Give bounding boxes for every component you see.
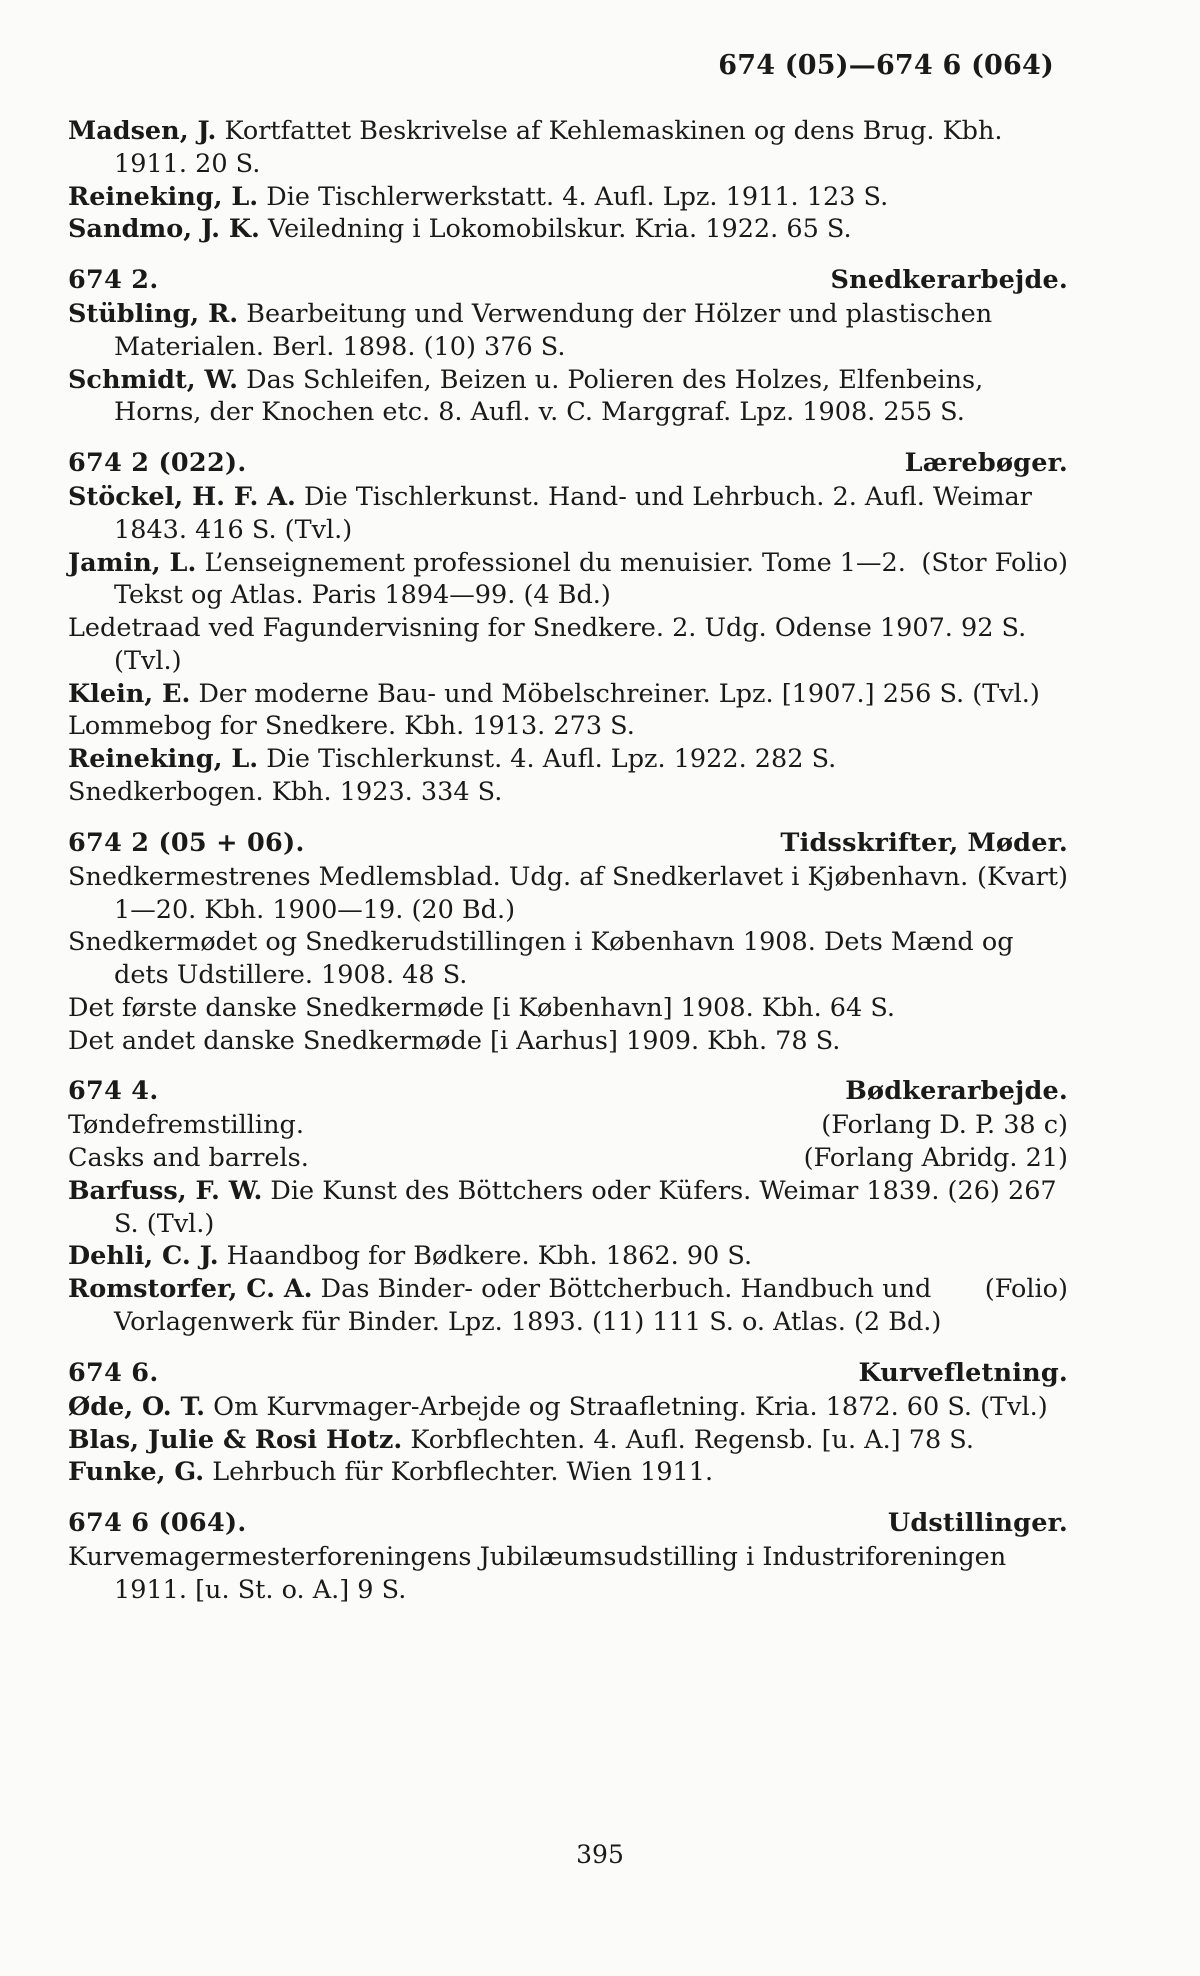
section-caption: Bødkerarbejde. — [845, 1076, 1068, 1107]
entry-author: Reineking, L. — [68, 181, 259, 212]
bibliography-entry — [68, 181, 1068, 214]
entry-group — [68, 1541, 1068, 1607]
section-number: 674 2 (05 + 06). — [68, 827, 305, 858]
entry-author: Blas, Julie & Rosi Hotz. — [68, 1424, 403, 1455]
entry-text: Korbflechten. 4. Aufl. Regensb. [u. A.] 78 S. — [402, 1424, 974, 1455]
entry-text: Bearbeitung und Verwendung der Hölzer und plastischen Materialen. Berl. 1898. (10) 376 S. — [114, 299, 993, 362]
entry-text: Ledetraad ved Fagundervisning for Snedkere. 2. Udg. Odense 1907. 92 S. (Tvl.) — [68, 613, 1027, 676]
bibliography-entry — [68, 1456, 1068, 1489]
bibliography-entry — [68, 861, 1068, 927]
entry-text: Der moderne Bau- und Möbelschreiner. Lpz. [1907.] 256 S. (Tvl.) — [190, 678, 1040, 709]
entry-group — [68, 115, 1068, 246]
bibliography-entry — [68, 1175, 1068, 1241]
entry-author: Romstorfer, C. A. — [68, 1274, 313, 1305]
entry-text: Veiledning i Lokomobilskur. Kria. 1922. 65 S. — [259, 214, 852, 245]
running-head — [68, 50, 1068, 81]
entry-author: Sandmo, J. K. — [68, 214, 260, 245]
section-heading — [68, 448, 1068, 478]
entry-group — [68, 481, 1068, 809]
entry-text: Om Kurvmager-Arbejde og Straafletning. Kria. 1872. 60 S. (Tvl.) — [205, 1391, 1048, 1422]
entry-text: Die Tischlerkunst. 4. Aufl. Lpz. 1922. 282 S. — [258, 744, 837, 775]
entry-author: Madsen, J. — [68, 116, 217, 146]
entry-author: Reineking, L. — [68, 744, 259, 775]
section-caption: Udstillinger. — [887, 1508, 1068, 1539]
entry-author: Barfuss, F. W. — [68, 1175, 263, 1206]
running-head-dash: — — [848, 50, 876, 81]
entry-text: Tøndefremstilling. — [68, 1110, 304, 1141]
entry-note: (Kvart) — [928, 861, 1068, 892]
section-caption: Snedkerarbejde. — [830, 265, 1068, 296]
entry-text: Die Kunst des Böttchers oder Küfers. Weimar 1839. (26) 267 S. (Tvl.) — [114, 1175, 1057, 1239]
bibliography-entry — [68, 992, 1068, 1025]
entry-text: Kurvemagermesterforeningens Jubilæumsudstilling i Industriforeningen 1911. [u. St. o. A.] 9 S. — [68, 1542, 1007, 1605]
entry-group — [68, 1391, 1068, 1489]
page-content — [68, 50, 1068, 1607]
bibliography-entry — [68, 678, 1068, 711]
entry-text: Lommebog for Snedkere. Kbh. 1913. 273 S. — [68, 711, 635, 742]
entry-group — [68, 1109, 1068, 1338]
entry-author: Schmidt, W. — [68, 364, 239, 395]
bibliography-entry — [68, 1541, 1068, 1607]
entry-author: Funke, G. — [68, 1457, 205, 1488]
entry-note: (Folio) — [936, 1274, 1068, 1305]
entry-text: Det første danske Snedkermøde [i København] 1908. Kbh. 64 S. — [68, 992, 896, 1023]
entry-text: Die Tischlerkunst. Hand- und Lehrbuch. 2. Aufl. Weimar 1843. 416 S. (Tvl.) — [114, 482, 1032, 545]
section-heading — [68, 828, 1068, 858]
section-number: 674 2 (022). — [68, 448, 247, 479]
bibliography-entry — [68, 1240, 1068, 1273]
entry-text: Die Tischlerwerkstatt. 4. Aufl. Lpz. 1911. 123 S. — [258, 181, 889, 212]
bibliography-entry — [68, 743, 1068, 776]
entry-text: Haandbog for Bødkere. Kbh. 1862. 90 S. — [218, 1241, 753, 1272]
running-head-left: 674 (05) — [718, 50, 849, 81]
bibliography-entry — [68, 926, 1068, 992]
bibliography-entry — [68, 612, 1068, 678]
entry-author: Jamin, L. — [68, 547, 197, 578]
bibliography-entry — [68, 1109, 1068, 1142]
entry-text: Kortfattet Beskrivelse af Kehlemaskinen og dens Brug. Kbh. 1911. 20 S. — [114, 116, 1003, 179]
section-heading — [68, 1076, 1068, 1106]
bibliography-entry — [68, 364, 1068, 430]
bibliography-entry — [68, 1025, 1068, 1058]
entry-text: Snedkerbogen. Kbh. 1923. 334 S. — [68, 777, 503, 808]
entry-author: Øde, O. T. — [68, 1391, 206, 1422]
section-heading — [68, 1358, 1068, 1388]
entry-author: Dehli, C. J. — [68, 1241, 219, 1272]
section-heading — [68, 1508, 1068, 1538]
entry-group — [68, 298, 1068, 429]
entry-text: Snedkermestrenes Medlemsblad. Udg. af Snedkerlavet i Kjøbenhavn. 1—20. Kbh. 1900—19. (20 Bd.) — [68, 861, 969, 925]
entry-text: Det andet danske Snedkermøde [i Aarhus] 1909. Kbh. 78 S. — [68, 1025, 841, 1056]
entry-note: (Forlang D. P. 38 c) — [772, 1110, 1068, 1141]
section-caption: Tidsskrifter, Møder. — [780, 827, 1068, 858]
entry-text: Das Schleifen, Beizen u. Polieren des Holzes, Elfenbeins, Horns, der Knochen etc. 8. Aufl. v. C. Marggraf. Lpz. 1908. 255 S. — [114, 364, 984, 428]
bibliography-entry — [68, 1273, 1068, 1339]
bibliography-entry — [68, 1424, 1068, 1457]
section-number: 674 4. — [68, 1076, 159, 1107]
entry-text: Lehrbuch für Korbflechter. Wien 1911. — [204, 1457, 714, 1488]
page-number: 395 — [576, 1840, 624, 1869]
section-number: 674 2. — [68, 265, 159, 296]
bibliography-entry — [68, 710, 1068, 743]
entry-group — [68, 861, 1068, 1058]
entry-note: (Forlang Abridg. 21) — [755, 1143, 1068, 1174]
section-heading — [68, 265, 1068, 295]
bibliography-entry — [68, 547, 1068, 613]
bibliography-entry — [68, 298, 1068, 364]
section-caption: Lærebøger. — [904, 448, 1068, 479]
entry-author: Stübling, R. — [68, 299, 239, 330]
bibliography-entry — [68, 481, 1068, 547]
entry-author: Klein, E. — [68, 678, 191, 709]
section-number: 674 6 (064). — [68, 1508, 247, 1539]
entry-text: Casks and barrels. — [68, 1143, 309, 1174]
section-caption: Kurvefletning. — [858, 1357, 1068, 1388]
bibliography-entry — [68, 213, 1068, 246]
running-head-right: 674 6 (064) — [875, 50, 1054, 81]
entry-text: Das Binder- oder Böttcherbuch. Handbuch und Vorlagenwerk für Binder. Lpz. 1893. (11) 111 S. o. Atlas. (2 Bd.) — [114, 1274, 942, 1337]
bibliography-entry — [68, 776, 1068, 809]
section-number: 674 6. — [68, 1357, 159, 1388]
bibliography-entry — [68, 115, 1068, 181]
entry-text: Snedkermødet og Snedkerudstillingen i København 1908. Dets Mænd og dets Udstillere. 1908. 48 S. — [68, 927, 1014, 991]
bibliography-entry — [68, 1142, 1068, 1175]
bibliography-entry — [68, 1391, 1068, 1424]
bibliography-body — [68, 115, 1068, 1607]
entry-text: L’enseignement professionel du menuisier. Tome 1—2. Tekst og Atlas. Paris 1894—99. (4 Bd.) — [114, 547, 906, 611]
entry-note: (Stor Folio) — [872, 547, 1068, 578]
entry-author: Stöckel, H. F. A. — [68, 482, 296, 513]
